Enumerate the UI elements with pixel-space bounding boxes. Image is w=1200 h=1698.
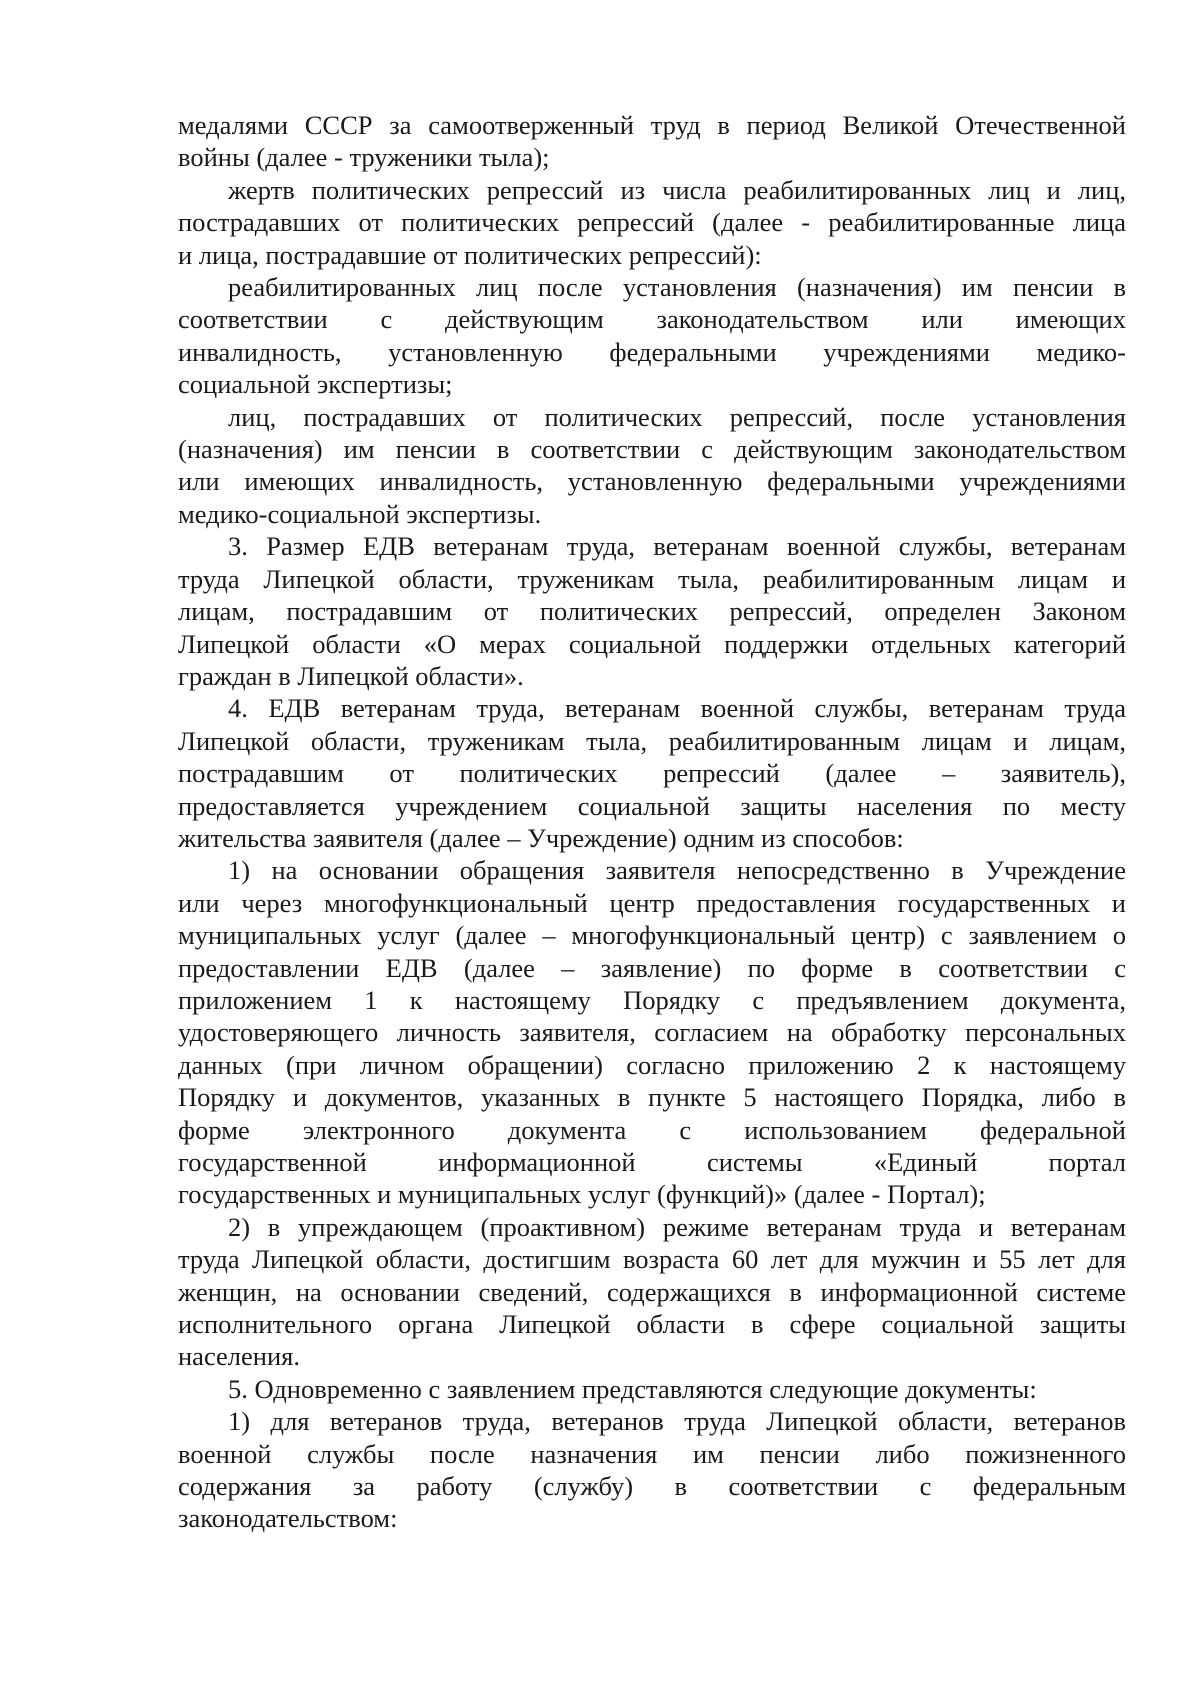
text-line: граждан в Липецкой области». bbox=[178, 660, 524, 691]
text-line: удостоверяющего личность заявителя, согласием на обработку персональных bbox=[178, 1017, 1126, 1048]
paragraph bbox=[178, 1405, 1126, 1535]
paragraph bbox=[178, 271, 1126, 401]
text-line: или имеющих инвалидность, установленную федеральными учреждениями bbox=[178, 466, 1126, 497]
text-line: 5. Одновременно с заявлением представляются следующие документы: bbox=[228, 1373, 1037, 1404]
text-line: медалями СССР за самоотверженный труд в период Великой Отечественной bbox=[178, 110, 1126, 140]
text-line: 1) для ветеранов труда, ветеранов труда Липецкой области, ветеранов bbox=[228, 1406, 1126, 1437]
text-line: пострадавших от политических репрессий (далее - реабилитированные лица bbox=[178, 207, 1126, 238]
text-line: законодательством: bbox=[178, 1503, 398, 1534]
text-line: содержания за работу (службу) в соответствии с федеральным bbox=[178, 1471, 1126, 1502]
text-line: инвалидность, установленную федеральными учреждениями медико- bbox=[178, 336, 1126, 367]
text-line: 4. ЕДВ ветеранам труда, ветеранам военной службы, ветеранам труда bbox=[228, 693, 1126, 724]
text-line: 2) в упреждающем (проактивном) режиме ветеранам труда и ветеранам bbox=[228, 1211, 1126, 1242]
paragraph bbox=[178, 692, 1126, 854]
text-line: лицам, пострадавшим от политических репрессий, определен Законом bbox=[178, 596, 1126, 627]
text-line: или через многофункциональный центр предоставления государственных и bbox=[178, 887, 1126, 918]
paragraph bbox=[178, 174, 1126, 271]
text-line: исполнительного органа Липецкой области в сфере социальной защиты bbox=[178, 1309, 1126, 1340]
paragraph bbox=[178, 401, 1126, 531]
paragraph bbox=[178, 1211, 1126, 1373]
text-line: Порядку и документов, указанных в пункте 5 настоящего Порядка, либо в bbox=[178, 1082, 1126, 1113]
text-line: женщин, на основании сведений, содержащихся в информационной системе bbox=[178, 1276, 1126, 1307]
text-line: и лица, пострадавшие от политических репрессий): bbox=[178, 239, 762, 270]
text-line: государственных и муниципальных услуг (функций)» (далее - Портал); bbox=[178, 1179, 986, 1210]
text-line: предоставлении ЕДВ (далее – заявление) по форме в соответствии с bbox=[178, 952, 1126, 983]
text-line: жертв политических репрессий из числа реабилитированных лиц и лиц, bbox=[228, 174, 1126, 205]
text-line: труда Липецкой области, труженикам тыла, реабилитированным лицам и bbox=[178, 563, 1126, 594]
text-line: муниципальных услуг (далее – многофункциональный центр) с заявлением о bbox=[178, 920, 1126, 951]
text-line: приложением 1 к настоящему Порядку с предъявлением документа, bbox=[178, 984, 1126, 1015]
text-line: лиц, пострадавших от политических репрессий, после установления bbox=[228, 401, 1126, 432]
text-line: социальной экспертизы; bbox=[178, 369, 453, 400]
paragraph bbox=[178, 530, 1126, 692]
text-line: форме электронного документа с использованием федеральной bbox=[178, 1114, 1126, 1145]
paragraph bbox=[178, 109, 1126, 174]
text-line: труда Липецкой области, достигшим возраста 60 лет для мужчин и 55 лет для bbox=[178, 1244, 1126, 1275]
text-line: данных (при личном обращении) согласно приложению 2 к настоящему bbox=[178, 1049, 1126, 1080]
text-line: реабилитированных лиц после установления (назначения) им пенсии в bbox=[228, 272, 1126, 303]
text-line: войны (далее - труженики тыла); bbox=[178, 142, 550, 173]
text-line: населения. bbox=[178, 1341, 300, 1372]
text-line: пострадавшим от политических репрессий (далее – заявитель), bbox=[178, 758, 1126, 789]
paragraph bbox=[178, 1373, 1126, 1405]
document-body bbox=[178, 109, 1126, 1535]
paragraph bbox=[178, 854, 1126, 1210]
text-line: 1) на основании обращения заявителя непосредственно в Учреждение bbox=[228, 855, 1126, 886]
text-line: военной службы после назначения им пенсии либо пожизненного bbox=[178, 1438, 1126, 1469]
text-line: Липецкой области «О мерах социальной поддержки отдельных категорий bbox=[178, 628, 1126, 659]
text-line: жительства заявителя (далее – Учреждение) одним из способов: bbox=[178, 822, 904, 853]
text-line: (назначения) им пенсии в соответствии с действующим законодательством bbox=[178, 434, 1126, 465]
text-line: государственной информационной системы «Единый портал bbox=[178, 1147, 1126, 1177]
text-line: медико-социальной экспертизы. bbox=[178, 498, 542, 529]
text-line: 3. Размер ЕДВ ветеранам труда, ветеранам военной службы, ветеранам bbox=[228, 531, 1126, 562]
text-line: соответствии с действующим законодательством или имеющих bbox=[178, 304, 1126, 335]
text-line: Липецкой области, труженикам тыла, реабилитированным лицам и лицам, bbox=[178, 725, 1126, 756]
text-line: предоставляется учреждением социальной защиты населения по месту bbox=[178, 790, 1126, 821]
